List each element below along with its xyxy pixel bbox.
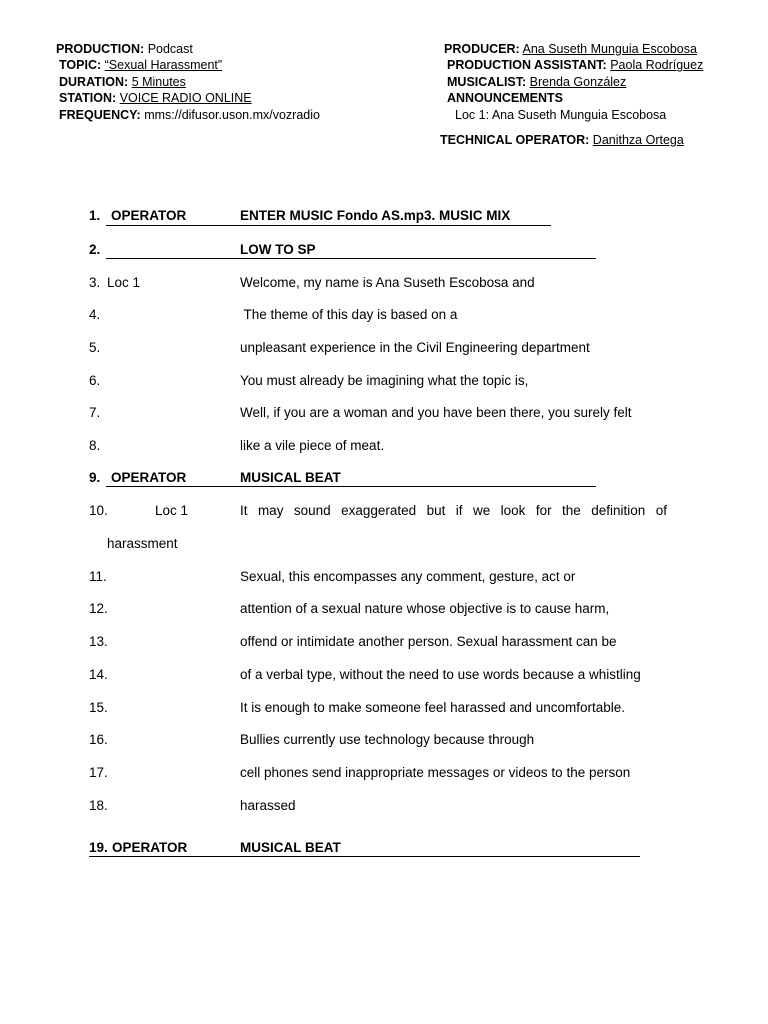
musicalist-line: MUSICALIST: Brenda González bbox=[447, 74, 627, 89]
station-line: STATION: VOICE RADIO ONLINE bbox=[59, 91, 252, 106]
justified-line-10: It may sound exaggerated but if we look for the definition of bbox=[240, 503, 667, 518]
underline-1 bbox=[106, 225, 551, 226]
duration-line: DURATION: 5 Minutes bbox=[59, 74, 186, 89]
header-right-block bbox=[444, 41, 703, 123]
technical-operator-line: TECHNICAL OPERATOR: Danithza Ortega bbox=[440, 133, 684, 147]
production-line: PRODUCTION: Podcast bbox=[56, 42, 193, 56]
underline-9 bbox=[106, 486, 596, 487]
underline-19 bbox=[89, 856, 640, 857]
loc1-line: Loc 1: Ana Suseth Munguia Escobosa bbox=[455, 107, 667, 122]
header-left-block bbox=[56, 41, 320, 123]
announcements-line: ANNOUNCEMENTS bbox=[447, 91, 563, 106]
underline-2 bbox=[106, 258, 596, 259]
producer-line: PRODUCER: Ana Suseth Munguia Escobosa bbox=[444, 42, 697, 56]
assistant-line: PRODUCTION ASSISTANT: Paola Rodríguez bbox=[447, 58, 704, 73]
topic-line: TOPIC: “Sexual Harassment” bbox=[59, 58, 223, 73]
frequency-line: FREQUENCY: mms://difusor.uson.mx/vozradio bbox=[59, 107, 320, 122]
